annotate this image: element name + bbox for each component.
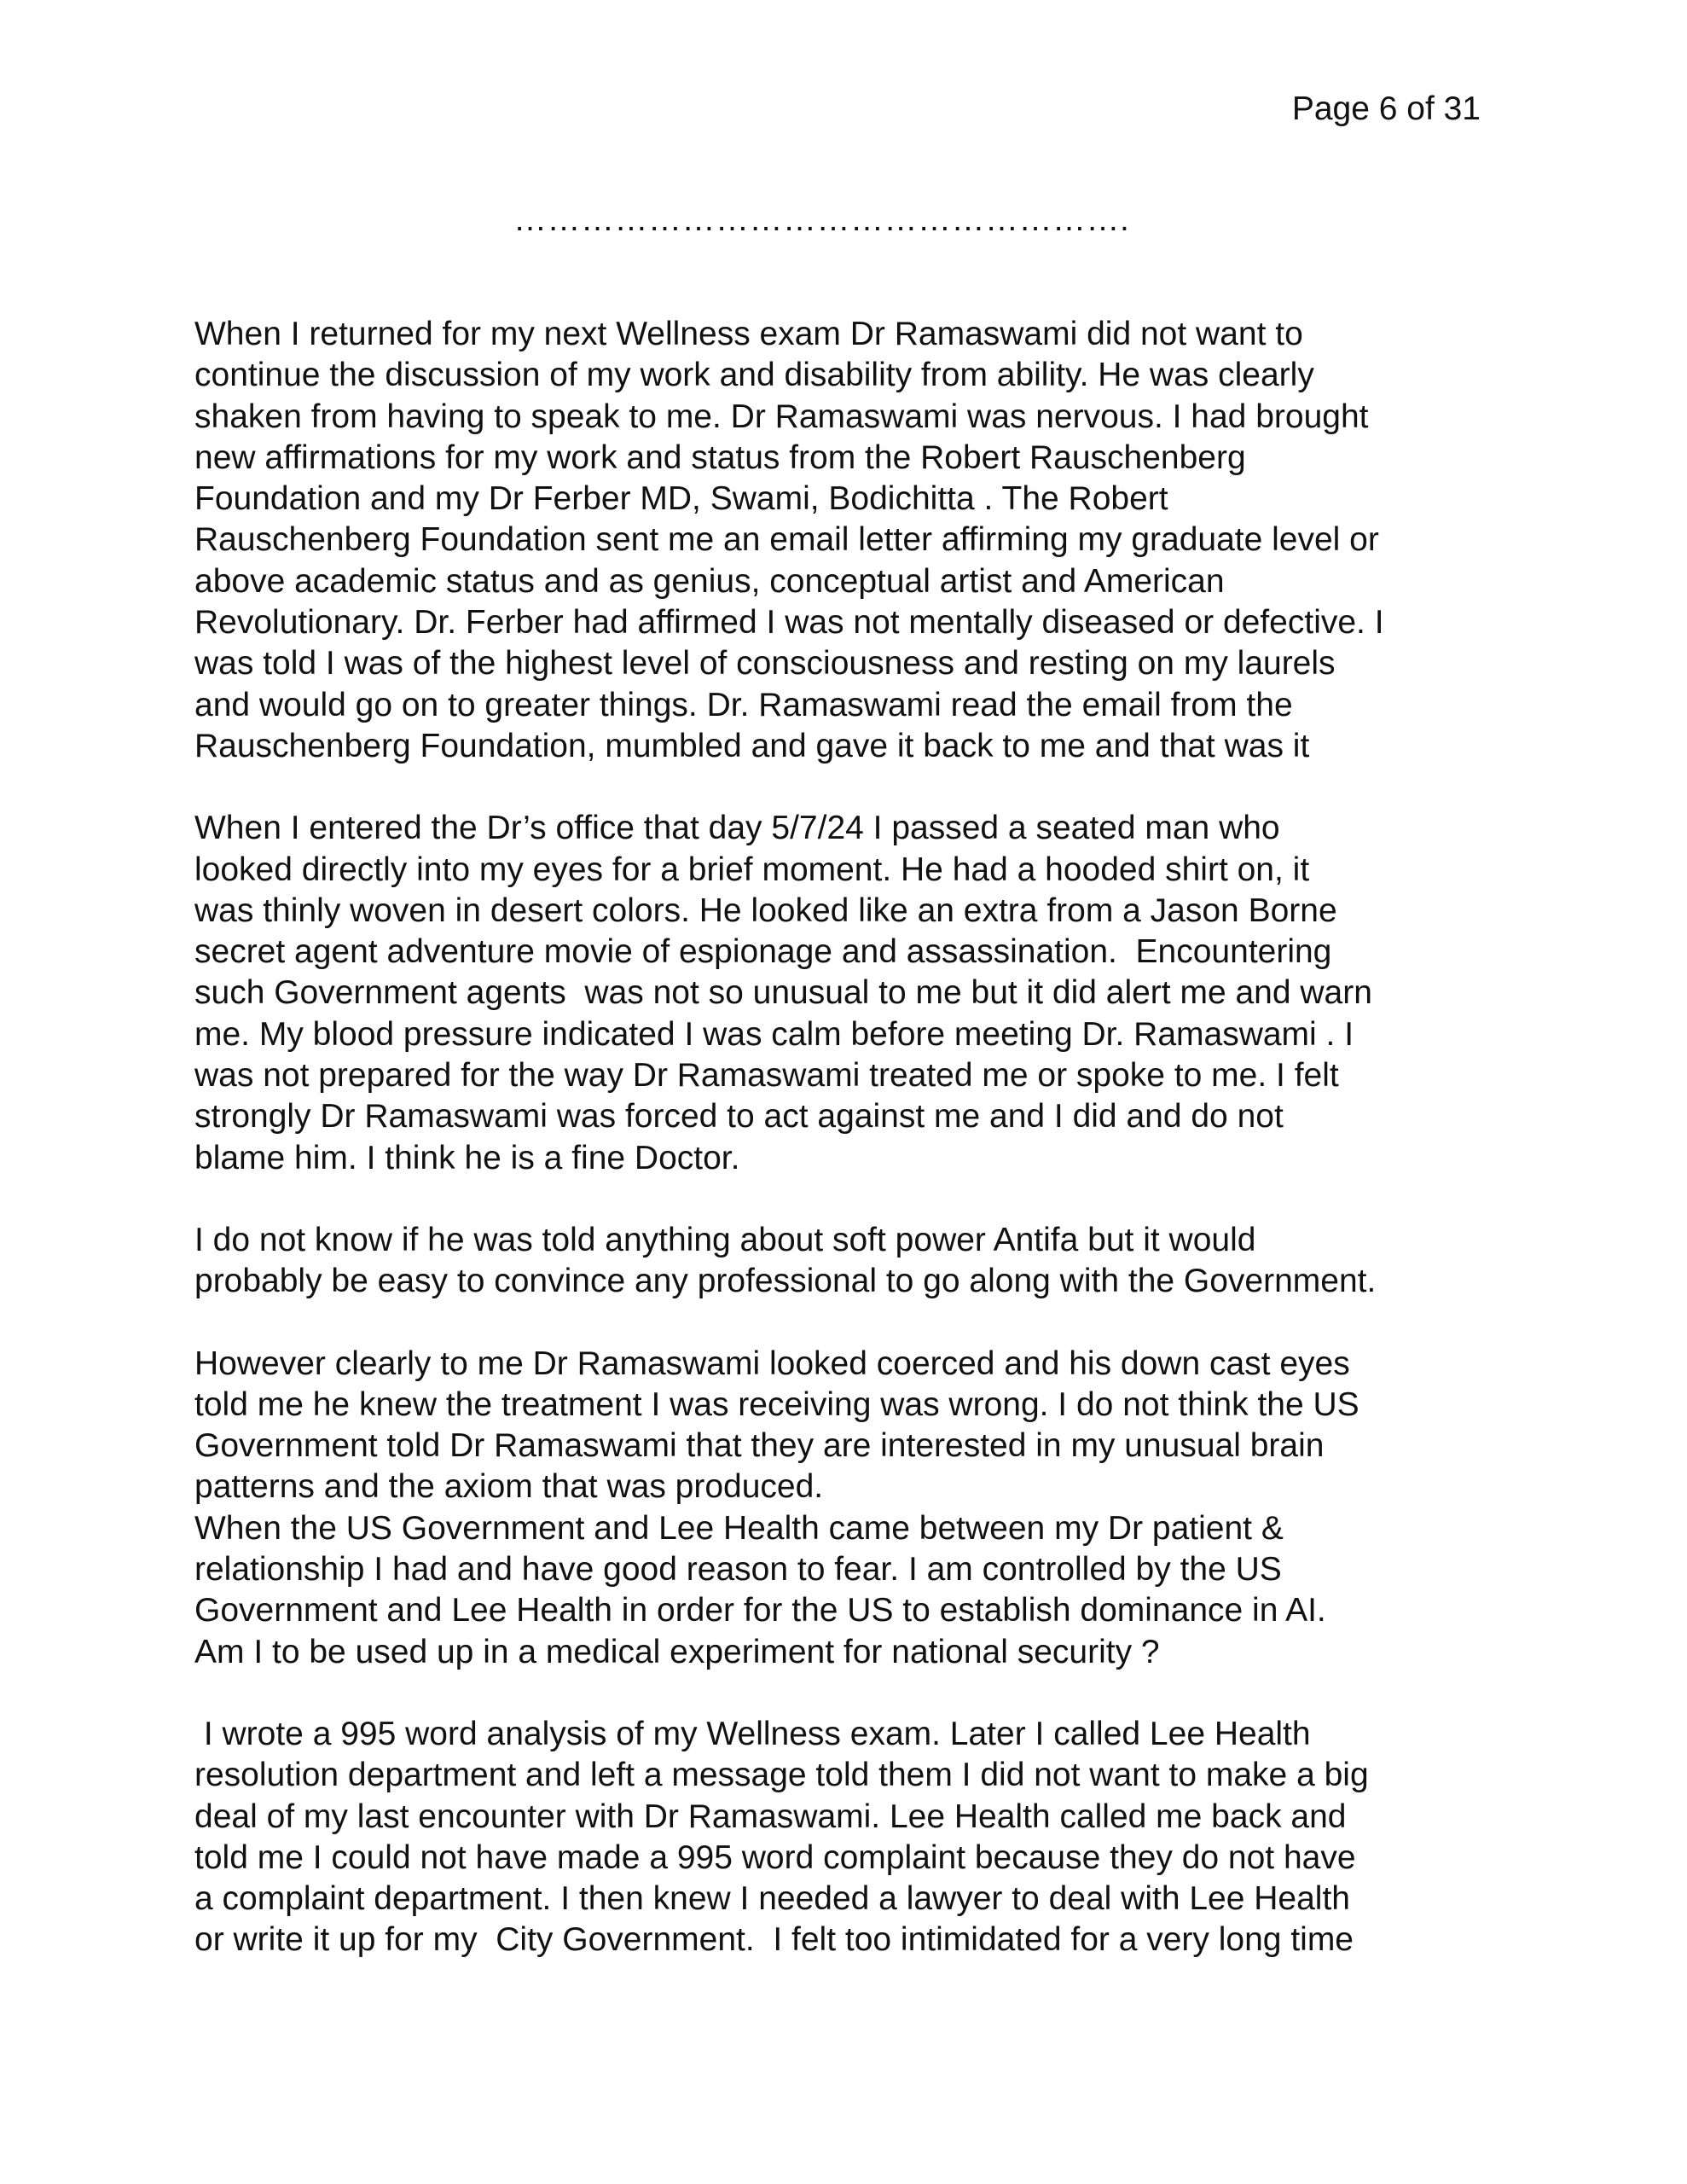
text-line: When the US Government and Lee Health came between my Dr patient & <box>194 1509 1284 1547</box>
text-line: or write it up for my City Government. I felt too intimidated for a very long time <box>194 1921 1354 1959</box>
text-line: was told I was of the highest level of consciousness and resting on my laurels <box>194 645 1336 682</box>
paragraph-soft-power <box>194 1220 1508 1303</box>
text-line: secret agent adventure movie of espionage and assassination. Encountering <box>194 933 1332 971</box>
text-line: deal of my last encounter with Dr Ramaswami. Lee Health called me back and <box>194 1798 1347 1835</box>
paragraph-office-visit <box>194 808 1508 1179</box>
text-line: Foundation and my Dr Ferber MD, Swami, Bodichitta . The Robert <box>194 480 1168 518</box>
paragraph-wellness-exam <box>194 314 1508 767</box>
text-line: However clearly to me Dr Ramaswami looked coerced and his down cast eyes <box>194 1345 1350 1382</box>
text-line: Government told Dr Ramaswami that they are interested in my unusual brain <box>194 1427 1325 1465</box>
text-line: Government and Lee Health in order for the US to establish dominance in AI. <box>194 1592 1326 1629</box>
text-line: looked directly into my eyes for a brief moment. He had a hooded shirt on, it <box>194 851 1310 888</box>
text-line: was not prepared for the way Dr Ramaswami treated me or spoke to me. I felt <box>194 1057 1339 1095</box>
text-line: strongly Dr Ramaswami was forced to act against me and I did and do not <box>194 1098 1284 1136</box>
text-line: When I returned for my next Wellness exam Dr Ramaswami did not want to <box>194 316 1303 352</box>
paragraph-complaint <box>194 1714 1508 1961</box>
text-line: shaken from having to speak to me. Dr Ramaswami was nervous. I had brought <box>194 398 1369 435</box>
paragraph-coercion <box>194 1344 1508 1673</box>
text-line: I do not know if he was told anything about soft power Antifa but it would <box>194 1221 1256 1258</box>
text-line: told me I could not have made a 995 word complaint because they do not have <box>194 1838 1356 1876</box>
text-line: When I entered the Dr’s office that day 5/7/24 I passed a seated man who <box>194 810 1280 847</box>
text-line: me. My blood pressure indicated I was calm before meeting Dr. Ramaswami . I <box>194 1015 1354 1053</box>
text-line: resolution department and left a message told them I did not want to make a big <box>194 1757 1369 1794</box>
text-line: was thinly woven in desert colors. He looked like an extra from a Jason Borne <box>194 892 1337 929</box>
text-line: relationship I had and have good reason to fear. I am controlled by the US <box>194 1551 1282 1589</box>
text-line: Revolutionary. Dr. Ferber had affirmed I was not mentally diseased or defective. I <box>194 604 1384 642</box>
document-body <box>194 314 1508 2002</box>
text-line: Rauschenberg Foundation sent me an email letter affirming my graduate level or <box>194 521 1379 559</box>
dotted-separator: ………………………………………………. <box>513 201 1130 238</box>
text-line: Am I to be used up in a medical experiment for national security ? <box>194 1633 1160 1670</box>
text-line: patterns and the axiom that was produced. <box>194 1468 824 1506</box>
text-line: such Government agents was not so unusual to me but it did alert me and warn <box>194 974 1372 1012</box>
text-line: and would go on to greater things. Dr. Ramaswami read the email from the <box>194 686 1293 723</box>
text-line: a complaint department. I then knew I needed a lawyer to deal with Lee Health <box>194 1880 1350 1918</box>
text-line: blame him. I think he is a fine Doctor. <box>194 1139 740 1176</box>
text-line: continue the discussion of my work and disability from ability. He was clearly <box>194 357 1314 394</box>
text-line: above academic status and as genius, conceptual artist and American <box>194 562 1225 600</box>
text-line: new affirmations for my work and status from the Robert Rauschenberg <box>194 439 1246 476</box>
text-line: told me he knew the treatment I was receiving was wrong. I do not think the US <box>194 1385 1359 1423</box>
text-line: probably be easy to convince any professional to go along with the Government. <box>194 1263 1377 1300</box>
page-number: Page 6 of 31 <box>1291 90 1481 127</box>
text-line: I wrote a 995 word analysis of my Wellness exam. Later I called Lee Health <box>194 1715 1311 1752</box>
text-line: Rauschenberg Foundation, mumbled and gave it back to me and that was it <box>194 727 1310 764</box>
